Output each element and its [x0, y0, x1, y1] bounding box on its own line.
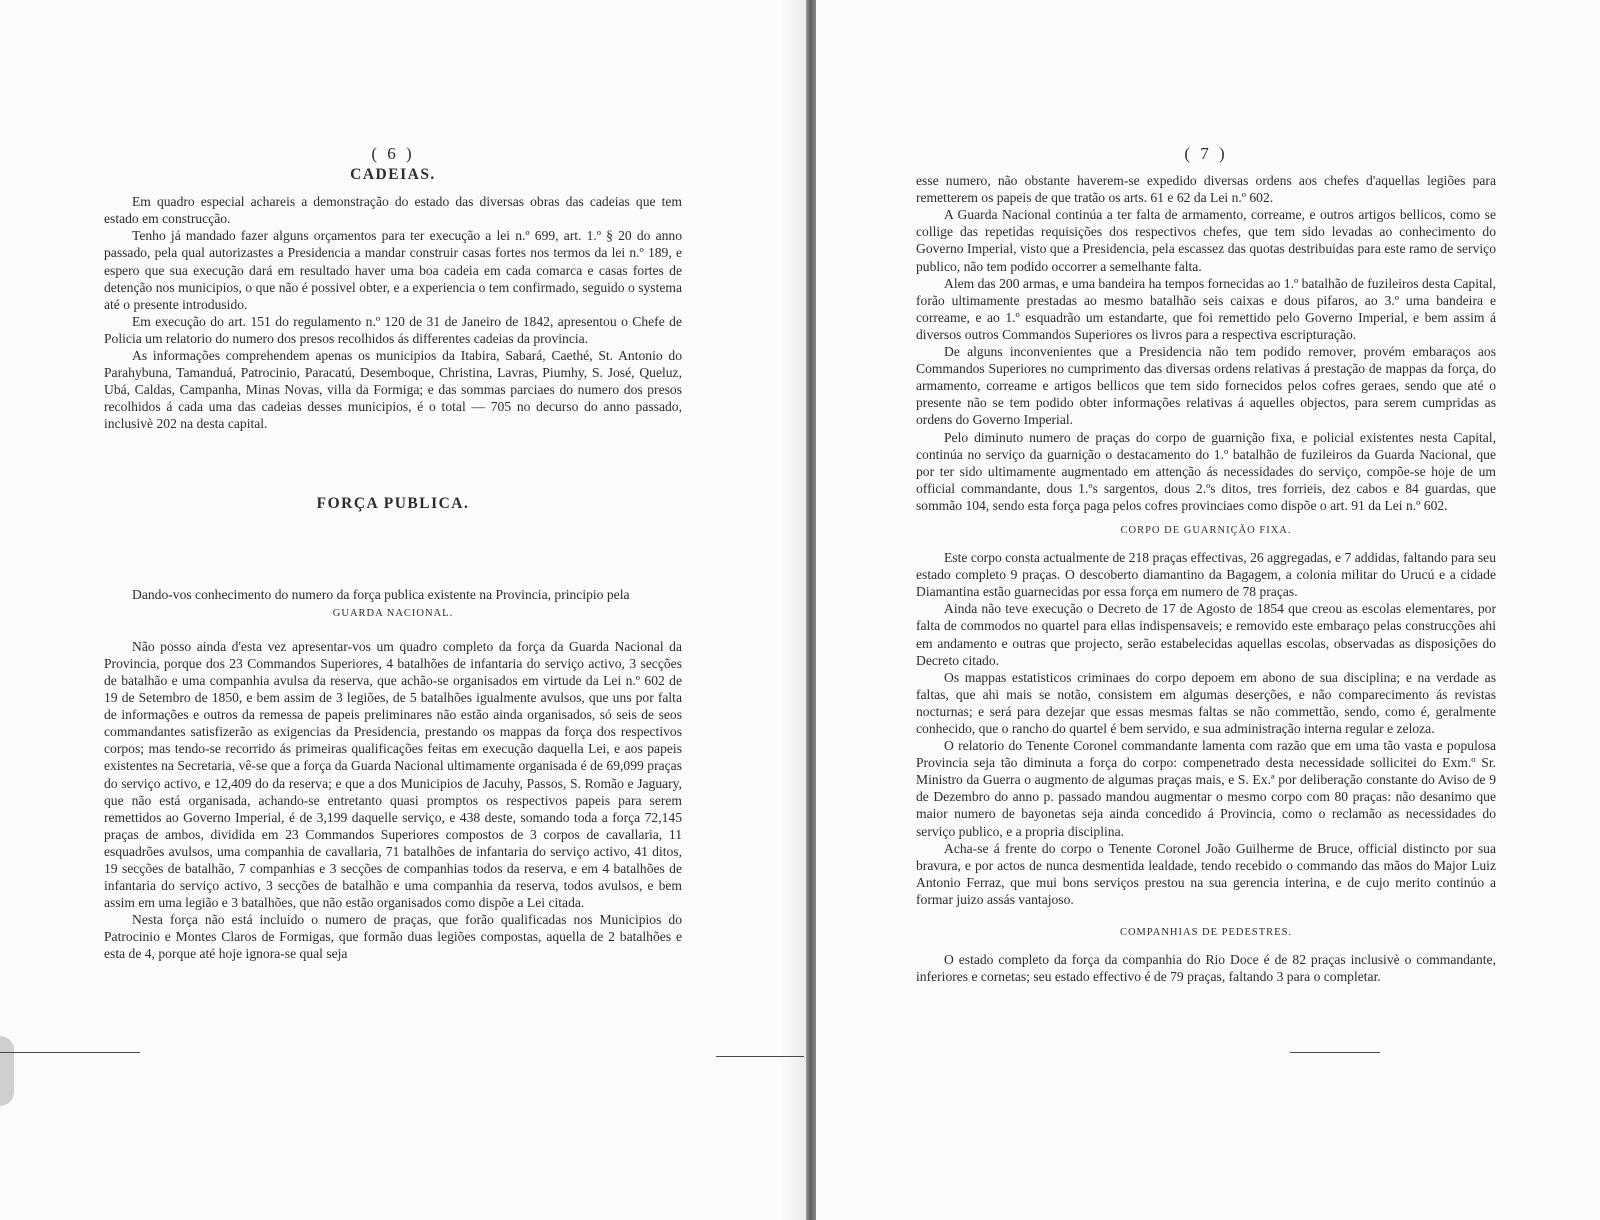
scan-artifact-line: [0, 1052, 140, 1053]
scan-artifact-line: [1290, 1052, 1380, 1053]
paragraph: Ainda não teve execução o Decreto de 17 de Agosto de 1854 que creou as escolas elementares, por falta de commodos no quartel para ellas indispensaveis; e removido este embaraço pelas construcções ahi em andamento e outras que projecto, serão estabelecidas aquellas escolas, observadas as disposições do Decreto citado.: [916, 601, 1496, 668]
page-number: ( 7 ): [1184, 144, 1228, 163]
subsection-title-corpo-guarnicao: CORPO DE GUARNIÇÃO FIXA.: [1120, 524, 1292, 536]
paragraph: Acha-se á frente do corpo o Tenente Coronel João Guilherme de Bruce, official distincto por sua bravura, e por actos de nunca desmentida lealdade, tendo recebido o commando das mãos do Major Luiz Antonio Ferraz, que mui bons serviços prestou na sua gerencia interina, e de cujo merito continúo a formar juizo assás vantajoso.: [916, 840, 1496, 907]
paragraph: Nesta força não está incluido o numero de praças, que forão qualificadas nos Municipios do Patrocinio e Montes Claros de Formigas, que formão duas legiões compostas, aquella de 2 batalhões e esta de 4, porque até hoje ignora-se qual seja: [104, 912, 682, 962]
section-title-forca-publica: FORÇA PUBLICA.: [316, 494, 470, 512]
paragraph: Os mappas estatisticos criminaes do corpo depoem em abono de sua disciplina; e na verdade as faltas, que ahi mais se notão, consistem em algumas deserções, e não comparecimento ás revistas nocturnas; e será para dezejar que essas mesmas faltas se não commettão, sendo, como é, geralmente conhecido, que o rancho do quartel é bem servido, e sua administração interna regular e zeloza.: [916, 669, 1496, 736]
paragraph: Pelo diminuto numero de praças do corpo de guarnição fixa, e policial existentes nesta Capital, continúa no serviço da guarnição o destacamento do 1.º batalhão de fuzileiros da Guarda Nacional, que por ter sido ultimamente augmentado em attenção ás necessidades do serviço, compõe-se hoje de um official commandante, dous 1.ºs sargentos, dous 2.ºs ditos, tres forrieis, dez cabos e 84 guardas, que sommão 104, sendo esta força paga pelos cofres provinciaes como dispõe o art. 91 da Lei n.º 602.: [916, 429, 1496, 513]
book-gutter: [806, 0, 816, 1220]
left-page: [104, 145, 682, 963]
page-edge-mark: [0, 1036, 14, 1106]
paragraph: Em quadro especial achareis a demonstração do estado das diversas obras das cadeias que tem estado em construcção.: [104, 194, 682, 227]
paragraph: Dando-vos conhecimento do numero da força publica existente na Provincia, principio pela: [132, 586, 630, 602]
subsection-title-companhias-pedestres: COMPANHIAS DE PEDESTRES.: [1119, 927, 1293, 939]
paragraph: De alguns inconvenientes que a Presidencia não tem podido remover, provém embaraços aos Commandos Superiores no cumprimento das diversas ordens relativas á prestação de mappas da força, do armamento, correame e artigos bellicos que tem sido fornecidos pelos cofres geraes, sendo que até o presente não se tem podido obter informações relativas á aquelles objectos, para serem cumpridas as ordens do Governo Imperial.: [916, 344, 1496, 428]
paragraph: Este corpo consta actualmente de 218 praças effectivas, 26 aggregadas, e 7 addidas, faltando para seu estado completo 9 praças. O descoberto diamantino da Bagagem, a colonia militar do Urucú e a cidade Diamantina estão guarnecidas por essa força em numero de 78 praças.: [916, 550, 1496, 600]
paragraph: Tenho já mandado fazer alguns orçamentos para ter execução a lei n.º 699, art. 1.º § 20 do anno passado, pela qual autorizastes a Presidencia a mandar construir casas fortes nos termos da lei n.º 189, e espero que sua execução dará em resultado haver uma boa cadeia em cada comarca e casas fortes de detenção nos municipios, o que não é possivel obter, e a experiencia o tem confirmado, seguido o systema até o presente introdusido.: [104, 228, 682, 312]
right-page: [916, 145, 1496, 985]
paragraph: Em execução do art. 151 do regulamento n.º 120 de 31 de Janeiro de 1842, apresentou o Chefe de Policia um relatorio do numero dos presos recolhidos ás differentes cadeias da provincia.: [104, 313, 682, 346]
paragraph: Alem das 200 armas, e uma bandeira ha tempos fornecidas ao 1.º batalhão de fuzileiros desta Capital, forão ultimamente prestadas ao mesmo batalhão seis caixas e dous pifaros, ao 3.º uma bandeira e correame, e ao 1.º esquadrão um estandarte, que foi remettido pelo Governo Imperial, e bem assim á diversos outros Commandos Superiores os livros para a respectiva escripturação.: [916, 275, 1496, 342]
paragraph: A Guarda Nacional continúa a ter falta de armamento, correame, e outros artigos bellicos, como se collige das repetidas requisições dos respectivos chefes, que tem sido levadas ao conhecimento do Governo Imperial, visto que a Presidencia, pela escassez das quotas destribuidas para este ramo de serviço publico, não tem podido occorrer a semelhante falta.: [916, 207, 1496, 274]
subsection-title-guarda-nacional: GUARDA NACIONAL.: [332, 607, 454, 619]
paragraph: As informações comprehendem apenas os municipios da Itabira, Sabará, Caethé, St. Antonio do Parahybuna, Tamanduá, Patrocinio, Paracatú, Desemboque, Christina, Lavras, Piumhy, S. José, Queluz, Ubá, Caldas, Campanha, Minas Novas, villa da Formiga; e das sommas parciaes do numero dos presos recolhidos á cada uma das cadeias desses municipios, é o total — 705 no decurso do anno passado, inclusivè 202 na desta capital.: [104, 348, 682, 432]
paragraph: O relatorio do Tenente Coronel commandante lamenta com razão que em uma tão vasta e populosa Provincia seja tão diminuta a força do corpo: compenetrado desta necessidade sollicitei do Exm.º Sr. Ministro da Guerra o augmento de algumas praças mais, e S. Ex.ª por deliberação constante do Aviso de 9 de Dezembro do anno p. passado mandou augmentar o mesmo corpo com 80 praças: não desanimo que maior numero de bayonetas seja ainda concedido á Provincia, como o reclamão as necessidades do serviço publico, e a propria disciplina.: [916, 738, 1496, 839]
scan-artifact-line: [716, 1056, 804, 1057]
section-title-cadeias: CADEIAS.: [350, 166, 436, 184]
paragraph: Não posso ainda d'esta vez apresentar-vos um quadro completo da força da Guarda Nacional da Provincia, porque dos 23 Commandos Superiores, 4 batalhões de infantaria do serviço activo, 3 secções de batalhão e uma companhia avulsa da reserva, que achão-se organisados em virtude da Lei n.º 602 de 19 de Setembro de 1850, e bem assim de 3 legiões, de 5 batalhões igualmente avulsos, que uns por falta de informações e outros da remessa de papeis preliminares não estão ainda organisados, só seis de seos commandantes satisfizerão as exigencias da Presidencia, prestando os mappas da força dos respectivos corpos; mas tendo-se recorrido ás primeiras qualificações feitas em execução daquella Lei, e aos papeis existentes na Secretaria, vê-se que a força da Guarda Nacional ultimamente organisada é de 69,099 praças do serviço activo, e 12,409 do da reserva; e que a dos Municipios de Jacuhy, Passos, S. Romão e Jaguary, que não está organisada, achando-se entretanto quasi promptos os respectivos papeis para serem remettidos ao Governo Imperial, é de 3,199 daquelle serviço, e 438 deste, somando toda a força 72,145 praças de ambos, dividida em 23 Commandos Superiores compostos de 3 corpos de cavallaria, 11 esquadrões avulsos, uma companhia de cavallaria, 71 batalhões de infantaria do serviço activo, 41 ditos, 19 secções de batalhão, 7 companhias e 3 secções de companhias todos da reserva, e em 4 batalhões de infantaria do serviço activo, 3 secções de batalhão e uma companhia da reserva, todos avulsos, e bem assim em uma legião e 3 batalhões, que não estão organisados como dispõe a Lei citada.: [104, 638, 682, 911]
page-number: ( 6 ): [371, 144, 415, 163]
paragraph: O estado completo da força da companhia do Rio Doce é de 82 praças inclusivè o commandante, inferiores e cornetas; seu estado effectivo é de 79 praças, faltando 3 para o completar.: [916, 952, 1496, 985]
gutter-shadow: [780, 0, 806, 1220]
paragraph: esse numero, não obstante haverem-se expedido diversas ordens aos chefes d'aquellas legiões para remetterem os papeis de que tratão os arts. 61 e 62 da Lei n.º 602.: [916, 173, 1496, 206]
